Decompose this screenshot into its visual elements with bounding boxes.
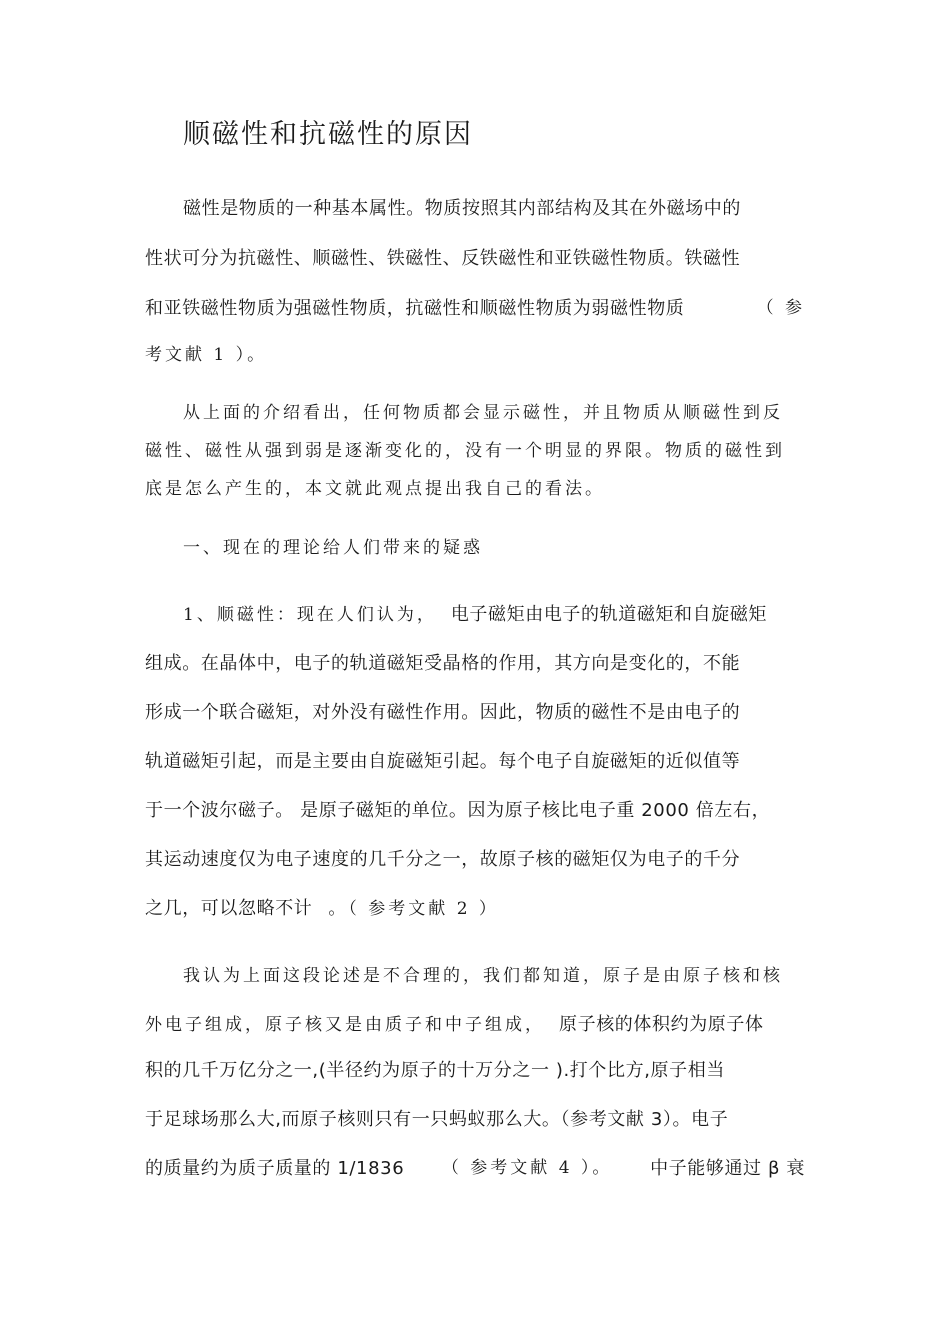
para4-line5-ref: （ 参考文献 4 ）。 — [441, 1158, 613, 1178]
para3-line6: 其运动速度仅为电子速度的几千分之一，故原子核的磁矩仅为电子的千分 — [145, 849, 741, 870]
para3-line7 — [145, 900, 805, 918]
para4-line4: 于足球场那么大,而原子核则只有一只蚂蚁那么大。（参考文献 3）。电子 — [145, 1109, 729, 1130]
para3-line1-text: 电子磁矩由电子的轨道磁矩和自旋磁矩 — [450, 604, 768, 625]
para4-line5-tail: 中子能够通过 β 衰 — [650, 1158, 805, 1179]
para1-line3-ref: （ 参 — [756, 298, 805, 318]
para3-line3: 形成一个联合磁矩，对外没有磁性作用。因此，物质的磁性不是由电子的 — [145, 702, 741, 723]
para1-line3 — [145, 300, 805, 318]
para4-line5-text: 的质量约为质子质量的 1/1836 — [145, 1158, 405, 1179]
para1-line4: 考文献 1 ）。 — [145, 345, 268, 365]
para3-line2: 组成。在晶体中，电子的轨道磁矩受晶格的作用，其方向是变化的，不能 — [145, 653, 741, 674]
para2-line2: 磁性、磁性从强到弱是逐渐变化的，没有一个明显的界限。物质的磁性到 — [145, 441, 785, 461]
para4-line2 — [145, 1016, 805, 1034]
para3-line7-ref: 。（ 参考文献 2 ） — [328, 899, 499, 919]
para3-line1 — [183, 606, 805, 624]
section-heading: 一、现在的理论给人们带来的疑惑 — [183, 538, 483, 558]
para3-line7-text: 之几，可以忽略不计 — [145, 898, 313, 919]
para3-line5: 于一个波尔磁子。 是原子磁矩的单位。因为原子核比电子重 2000 倍左右， — [145, 800, 771, 821]
para4-line5 — [145, 1160, 805, 1178]
para4-line3: 积的几千万亿分之一,(半径约为原子的十万分之一 ).打个比方,原子相当 — [145, 1060, 725, 1081]
para3-line4: 轨道磁矩引起，而是主要由自旋磁矩引起。每个电子自旋磁矩的近似值等 — [145, 751, 741, 772]
para1-line1: 磁性是物质的一种基本属性。物质按照其内部结构及其在外磁场中的 — [183, 198, 741, 219]
para1-line2: 性状可分为抗磁性、顺磁性、铁磁性、反铁磁性和亚铁磁性物质。铁磁性 — [145, 248, 741, 269]
para2-line3: 底是怎么产生的，本文就此观点提出我自己的看法。 — [145, 479, 605, 499]
para4-line2-text: 原子核的体积约为原子体 — [559, 1014, 764, 1035]
para4-line1: 我认为上面这段论述是不合理的，我们都知道，原子是由原子核和核 — [183, 966, 783, 986]
para2-line1: 从上面的介绍看出，任何物质都会显示磁性，并且物质从顺磁性到反 — [183, 403, 783, 423]
para1-line3-text: 和亚铁磁性物质为强磁性物质，抗磁性和顺磁性物质为弱磁性物质 — [145, 298, 685, 319]
document-title: 顺磁性和抗磁性的原因 — [183, 119, 473, 150]
para4-line2-lead: 外电子组成，原子核又是由质子和中子组成， — [145, 1015, 545, 1035]
para3-line1-lead: 1、顺磁性：现在人们认为， — [183, 605, 437, 625]
